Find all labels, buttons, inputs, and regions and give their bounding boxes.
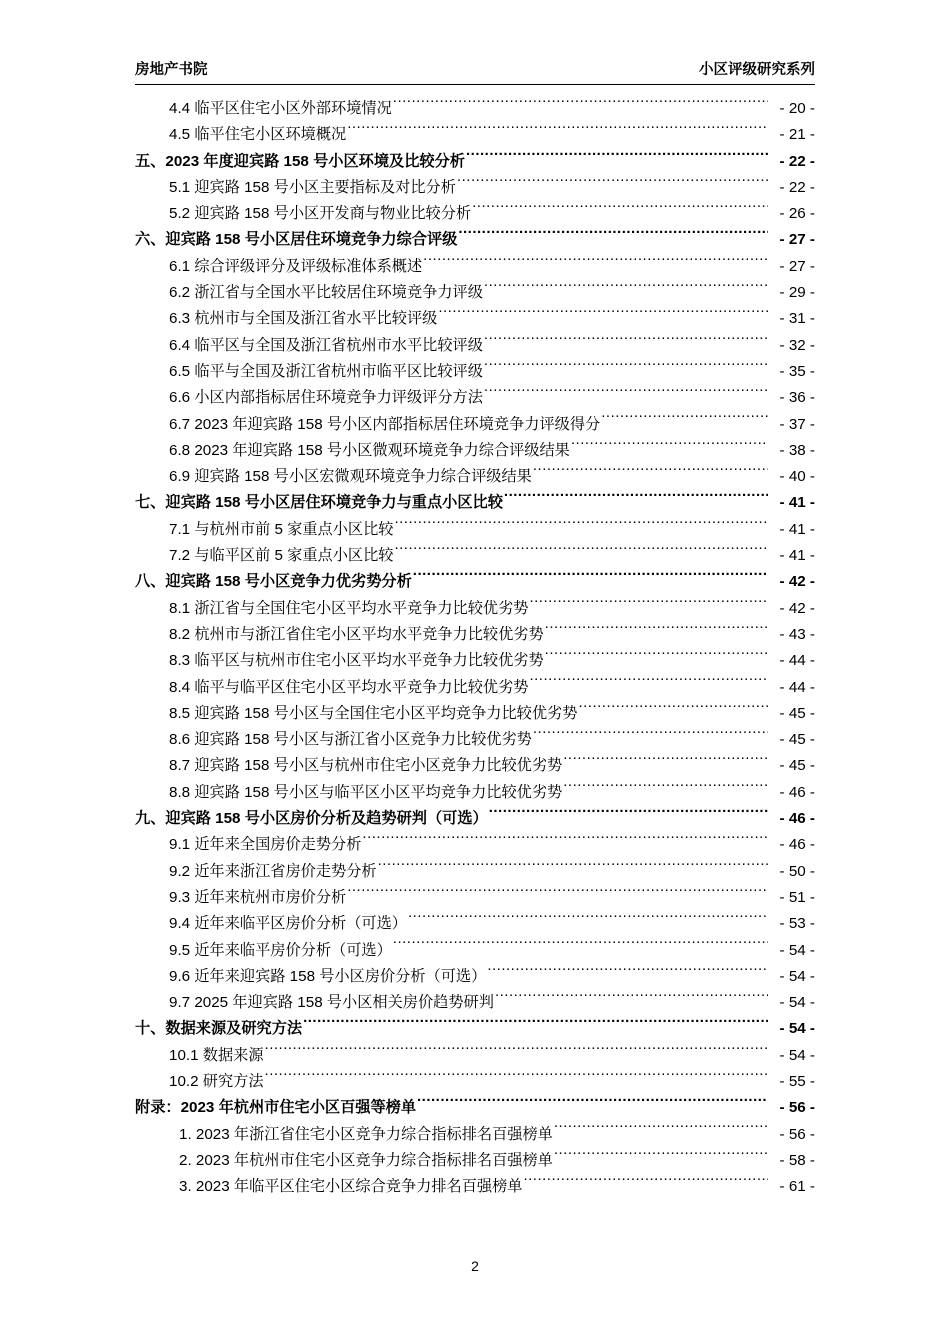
toc-entry-page-number: - 40 - [779,468,815,486]
toc-entry-page-number: - 42 - [779,599,815,617]
toc-entry-page-number: - 41 - [779,547,815,565]
toc-entry-leader [438,308,768,323]
toc-entry-label: 9.7 2025 年迎宾路 158 号小区相关房价趋势研判 [169,994,494,1012]
toc-entry[interactable] [135,280,815,306]
toc-entry-label: 8.3 临平区与杭州市住宅小区平均水平竞争力比较优劣势 [169,652,544,670]
toc-entry-label: 8.1 浙江省与全国住宅小区平均水平竞争力比较优劣势 [169,599,529,617]
toc-entry-leader [423,256,768,271]
toc-entry-label: 七、迎宾路 158 号小区居住环境竞争力与重点小区比较 [135,494,503,512]
toc-entry-label: 九、迎宾路 158 号小区房价分析及趋势研判（可选） [135,810,488,828]
toc-entry[interactable] [135,648,815,674]
toc-entry-label: 6.3 杭州市与全国及浙江省水平比较评级 [169,310,438,328]
toc-entry-label: 10.1 数据来源 [169,1046,264,1064]
toc-entry-leader [347,887,768,902]
toc-entry-page-number: - 58 - [779,1151,815,1169]
toc-entry[interactable] [135,254,815,280]
toc-entry-leader [545,624,768,639]
toc-entry-label: 五、2023 年度迎宾路 158 号小区环境及比较分析 [135,152,465,170]
toc-entry-leader [554,1123,768,1138]
toc-entry-page-number: - 46 - [779,810,815,828]
toc-entry-label: 8.5 迎宾路 158 号小区与全国住宅小区平均竞争力比较优劣势 [169,704,578,722]
toc-entry-leader [533,466,768,481]
header-right-text: 小区评级研究系列 [699,62,815,78]
toc-entry[interactable] [135,227,815,253]
toc-entry[interactable] [135,675,815,701]
toc-entry[interactable] [135,990,815,1016]
toc-entry-label: 6.4 临平区与全国及浙江省杭州市水平比较评级 [169,336,483,354]
toc-entry-leader [487,966,768,981]
toc-entry-page-number: - 45 - [779,757,815,775]
toc-entry-leader [563,782,768,797]
toc-entry-leader [408,913,768,928]
toc-entry-page-number: - 35 - [779,362,815,380]
toc-entry[interactable] [135,149,815,175]
toc-entry-leader [484,282,768,297]
toc-entry[interactable] [135,1043,815,1069]
toc-entry[interactable] [135,175,815,201]
toc-entry-leader [458,229,768,244]
toc-entry-page-number: - 54 - [779,1046,815,1064]
toc-entry[interactable] [135,122,815,148]
toc-entry-label: 6.9 迎宾路 158 号小区宏微观环境竞争力综合评级结果 [169,468,532,486]
toc-entry-page-number: - 38 - [779,441,815,459]
toc-entry[interactable] [135,701,815,727]
toc-entry[interactable] [135,859,815,885]
toc-entry-label: 8.8 迎宾路 158 号小区与临平区小区平均竞争力比较优劣势 [169,783,563,801]
toc-entry-label: 八、迎宾路 158 号小区竞争力优劣势分析 [135,573,412,591]
toc-entry-page-number: - 54 - [779,1020,815,1038]
toc-entry-leader [523,1176,768,1191]
toc-entry-page-number: - 46 - [779,783,815,801]
toc-entry-page-number: - 55 - [779,1072,815,1090]
toc-entry[interactable] [135,622,815,648]
toc-entry-page-number: - 43 - [779,625,815,643]
toc-entry-page-number: - 42 - [779,573,815,591]
toc-entry[interactable] [135,96,815,122]
toc-entry-page-number: - 50 - [779,862,815,880]
toc-entry-label: 8.7 迎宾路 158 号小区与杭州市住宅小区竞争力比较优劣势 [169,757,563,775]
toc-entry-label: 6.5 临平与全国及浙江省杭州市临平区比较评级 [169,362,483,380]
toc-entry-label: 6.2 浙江省与全国水平比较居住环境竞争力评级 [169,284,483,302]
toc-entry-leader [362,834,768,849]
toc-entry[interactable] [135,596,815,622]
toc-entry[interactable] [135,569,815,595]
toc-entry-leader [457,177,768,192]
toc-entry-label: 9.3 近年来杭州市房价分析 [169,888,347,906]
toc-entry-leader [571,440,768,455]
toc-entry-page-number: - 56 - [779,1099,815,1117]
toc-entry-label: 2. 2023 年杭州市住宅小区竞争力综合指标排名百强榜单 [179,1151,553,1169]
toc-entry-label: 4.5 临平住宅小区环境概况 [169,126,347,144]
toc-entry-page-number: - 41 - [779,520,815,538]
toc-entry-leader [347,124,768,139]
toc-entry-page-number: - 31 - [779,310,815,328]
toc-entry-leader [554,1150,768,1165]
toc-entry-page-number: - 54 - [779,941,815,959]
toc-entry[interactable] [135,1069,815,1095]
toc-entry[interactable] [135,1148,815,1174]
toc-entry-label: 9.2 近年来浙江省房价走势分析 [169,862,377,880]
page-number: 2 [471,1258,479,1274]
toc-entry[interactable] [135,464,815,490]
toc-entry[interactable] [135,1122,815,1148]
toc-entry-label: 6.6 小区内部指标居住环境竞争力评级评分方法 [169,389,483,407]
toc-entry[interactable] [135,832,815,858]
toc-entry[interactable] [135,806,815,832]
toc-entry[interactable] [135,438,815,464]
toc-entry-page-number: - 46 - [779,836,815,854]
toc-entry-leader [601,413,768,428]
toc-entry-label: 4.4 临平区住宅小区外部环境情况 [169,100,392,117]
toc-entry[interactable] [135,412,815,438]
toc-entry[interactable] [135,911,815,937]
toc-entry[interactable] [135,517,815,543]
toc-entry[interactable] [135,1174,815,1200]
toc-entry-leader [578,703,768,718]
toc-entry-leader [303,1018,768,1033]
toc-entry-leader [495,992,768,1007]
toc-entry[interactable] [135,306,815,332]
toc-entry-label: 3. 2023 年临平区住宅小区综合竞争力排名百强榜单 [179,1178,523,1196]
toc-entry-label: 5.2 迎宾路 158 号小区开发商与物业比较分析 [169,205,472,223]
toc-entry-leader [484,387,768,402]
toc-entry-leader [413,571,768,586]
toc-entry-leader [529,597,768,612]
toc-entry[interactable] [135,359,815,385]
toc-entry-page-number: - 44 - [779,652,815,670]
toc-entry-leader [472,203,768,218]
toc-entry-label: 5.1 迎宾路 158 号小区主要指标及对比分析 [169,178,456,196]
toc-entry-leader [484,334,768,349]
toc-entry-page-number: - 53 - [779,915,815,933]
toc-entry[interactable] [135,753,815,779]
toc-entry-label: 6.1 综合评级评分及评级标准体系概述 [169,257,423,275]
toc-entry-leader [529,676,768,691]
toc-entry-leader [265,1071,768,1086]
toc-entry-label: 9.5 近年来临平房价分析（可选） [169,941,392,959]
toc-entry-label: 9.6 近年来迎宾路 158 号小区房价分析（可选） [169,967,487,985]
toc-entry[interactable] [135,1095,815,1121]
page-header [135,58,815,85]
toc-entry-page-number: - 41 - [779,494,815,512]
toc-entry[interactable] [135,885,815,911]
toc-entry-page-number: - 45 - [779,731,815,749]
toc-entry-page-number: - 26 - [779,205,815,223]
toc-entry-leader [484,361,768,376]
toc-entry[interactable] [135,1016,815,1042]
toc-entry-leader [545,650,768,665]
toc-entry-page-number: - 56 - [779,1125,815,1143]
toc-entry-leader [417,1097,768,1112]
toc-entry-label: 9.1 近年来全国房价走势分析 [169,836,362,854]
toc-entry[interactable] [135,727,815,753]
toc-entry-page-number: - 44 - [779,678,815,696]
toc-entry-label: 6.7 2023 年迎宾路 158 号小区内部指标居住环境竞争力评级得分 [169,415,601,433]
toc-entry-page-number: - 22 - [779,152,815,170]
toc-entry-page-number: - 27 - [779,231,815,249]
toc-entry[interactable] [135,938,815,964]
toc-entry-label: 附录：2023 年杭州市住宅小区百强等榜单 [135,1099,417,1117]
toc-entry-label: 7.2 与临平区前 5 家重点小区比较 [169,547,394,565]
toc-entry-label: 6.8 2023 年迎宾路 158 号小区微观环境竞争力综合评级结果 [169,441,570,459]
toc-entry[interactable] [135,385,815,411]
toc-entry[interactable] [135,964,815,990]
toc-entry-page-number: - 45 - [779,704,815,722]
toc-entry-leader [489,808,768,823]
toc-entry-page-number: - 22 - [779,178,815,196]
toc-entry[interactable] [135,543,815,569]
toc-entry[interactable] [135,780,815,806]
toc-entry-page-number: - 32 - [779,336,815,354]
toc-entry-label: 7.1 与杭州市前 5 家重点小区比较 [169,520,394,538]
toc-entry-label: 十、数据来源及研究方法 [135,1020,303,1038]
toc-entry-label: 9.4 近年来临平区房价分析（可选） [169,915,407,933]
toc-entry-page-number: - 54 - [779,967,815,985]
toc-entry-leader [533,729,768,744]
toc-entry-page-number: - 61 - [779,1178,815,1196]
table-of-contents [135,96,815,1200]
toc-entry-leader [378,860,768,875]
toc-entry-label: 1. 2023 年浙江省住宅小区竞争力综合指标排名百强榜单 [179,1125,553,1143]
toc-entry-leader [504,492,768,507]
toc-entry-page-number: - 51 - [779,888,815,906]
toc-entry-label: 8.2 杭州市与浙江省住宅小区平均水平竞争力比较优劣势 [169,625,544,643]
toc-entry-leader [393,939,768,954]
toc-entry-label: 8.6 迎宾路 158 号小区与浙江省小区竞争力比较优劣势 [169,731,532,749]
toc-entry[interactable] [135,490,815,516]
toc-entry-page-number: - 20 - [779,100,815,117]
toc-entry-label: 六、迎宾路 158 号小区居住环境竞争力综合评级 [135,231,458,249]
toc-entry-page-number: - 21 - [779,126,815,144]
toc-entry-leader [394,519,768,534]
toc-entry[interactable] [135,333,815,359]
toc-entry-leader [466,150,768,165]
toc-entry-page-number: - 54 - [779,994,815,1012]
toc-entry-leader [393,98,768,113]
toc-entry-leader [394,545,768,560]
toc-entry-page-number: - 37 - [779,415,815,433]
toc-entry-label: 8.4 临平与临平区住宅小区平均水平竞争力比较优劣势 [169,678,529,696]
toc-entry-leader [265,1045,768,1060]
toc-entry-page-number: - 27 - [779,257,815,275]
toc-entry[interactable] [135,201,815,227]
toc-entry-label: 10.2 研究方法 [169,1072,264,1090]
header-left-text: 房地产书院 [135,62,208,78]
toc-entry-leader [563,755,768,770]
toc-entry-page-number: - 29 - [779,284,815,302]
toc-entry-page-number: - 36 - [779,389,815,407]
